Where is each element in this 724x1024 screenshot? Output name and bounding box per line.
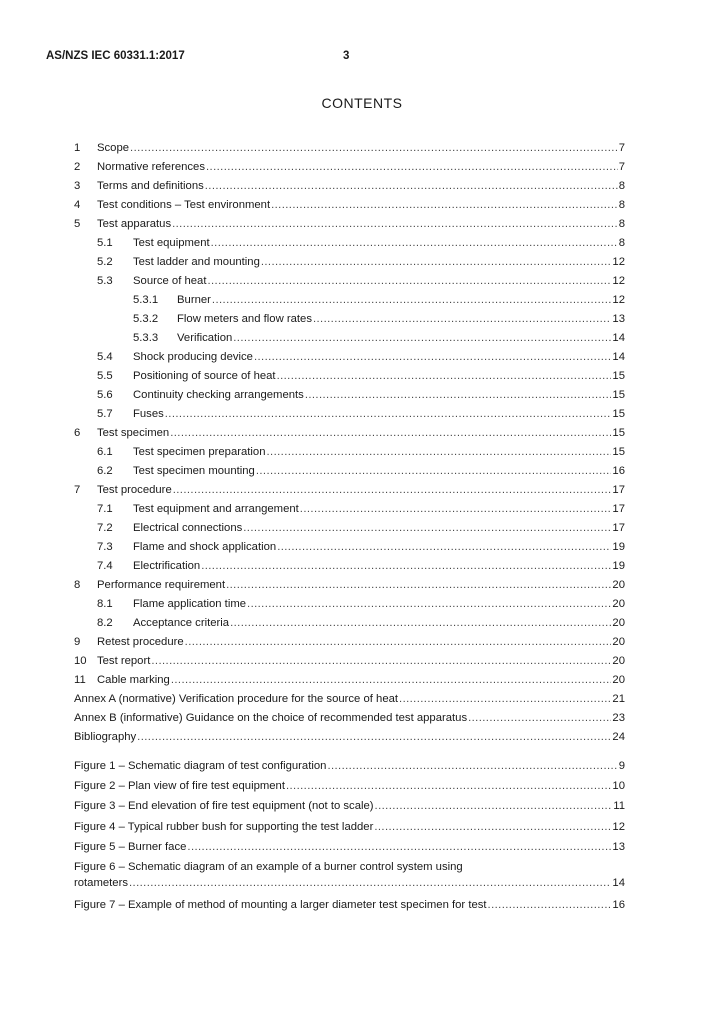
page-number: 3: [343, 50, 350, 62]
toc-entry-number: 8.1: [97, 598, 113, 610]
toc-entry[interactable]: [74, 329, 625, 348]
toc-entry-number: 5.1: [97, 237, 113, 249]
dot-leader: [206, 158, 618, 177]
toc-entry-title: Test conditions – Test environment: [97, 199, 271, 211]
dot-leader: [151, 652, 611, 671]
toc-entry-title: Test specimen: [97, 427, 170, 439]
toc-entry-page: 20: [612, 598, 625, 610]
toc-entry-title: Bibliography: [74, 731, 137, 743]
toc-entry-number: 5.3.2: [133, 313, 159, 325]
toc-entry-title: Continuity checking arrangements: [133, 389, 304, 401]
dot-leader: [130, 139, 618, 158]
toc-entry-title: Annex A (normative) Verification procedure for the source of heat: [74, 693, 399, 705]
figure-entry-title: Figure 7 – Example of method of mounting a larger diameter test specimen for test: [74, 898, 487, 911]
toc-entry-title: Cable marking: [97, 674, 170, 686]
toc-entry[interactable]: [74, 310, 625, 329]
toc-entry[interactable]: [74, 386, 625, 405]
toc-entry-number: 11: [74, 674, 86, 686]
toc-entry[interactable]: [74, 367, 625, 386]
toc-entry-page: 15: [612, 389, 625, 401]
toc-entry-page: 17: [612, 522, 625, 534]
toc-entry[interactable]: [74, 139, 625, 158]
toc-entry[interactable]: [74, 272, 625, 291]
toc-entry-title: Verification: [177, 332, 233, 344]
dot-leader: [399, 690, 611, 709]
toc-entry-number: 5.6: [97, 389, 113, 401]
figure-entry-title: Figure 5 – Burner face: [74, 840, 187, 853]
toc-entry-number: 5.3.1: [133, 294, 159, 306]
toc-entry[interactable]: [74, 709, 625, 728]
toc-entry-number: 7.4: [97, 560, 113, 572]
toc-entry-page: 17: [612, 503, 625, 515]
figure-entry-page: 10: [612, 780, 625, 793]
toc-entry-page: 19: [612, 541, 625, 553]
toc-entry-title: Retest procedure: [97, 636, 184, 648]
figure-entry[interactable]: [74, 796, 625, 816]
toc-entry-page: 8: [618, 199, 625, 211]
toc-entry-page: 20: [612, 655, 625, 667]
list-of-figures: [74, 756, 625, 915]
figure-entry-page: 9: [618, 760, 625, 772]
toc-entry-title: Burner: [177, 294, 211, 306]
dot-leader: [170, 424, 611, 443]
toc-entry-title: Shock producing device: [133, 351, 253, 363]
toc-entry-title: Test specimen mounting: [133, 465, 255, 477]
dot-leader: [173, 481, 612, 500]
toc-entry-page: 20: [612, 674, 625, 686]
dot-leader: [300, 500, 612, 519]
toc-entry[interactable]: [74, 215, 625, 234]
page-title: CONTENTS: [321, 95, 403, 111]
toc-entry-title: Test apparatus: [97, 218, 172, 230]
toc-entry-number: 6.1: [97, 446, 113, 458]
dot-leader: [271, 196, 618, 215]
figure-entry-title: Figure 6 – Schematic diagram of an example of a burner control system using: [74, 860, 463, 873]
toc-entry-number: 6.2: [97, 465, 113, 477]
toc-entry-page: 21: [612, 693, 625, 705]
dot-leader: [375, 796, 613, 816]
toc-entry-page: 15: [612, 427, 625, 439]
toc-entry[interactable]: [74, 253, 625, 272]
toc-entry-title: Flow meters and flow rates: [177, 313, 312, 325]
dot-leader: [277, 538, 611, 557]
figure-entry[interactable]: [74, 895, 625, 915]
toc-entry-page: 15: [612, 446, 625, 458]
toc-entry[interactable]: [74, 348, 625, 367]
table-of-contents: [74, 139, 625, 747]
figure-entry-title: Figure 1 – Schematic diagram of test configuration: [74, 760, 327, 772]
toc-entry[interactable]: [74, 728, 625, 747]
dot-leader: [488, 895, 612, 915]
toc-entry[interactable]: [74, 500, 625, 519]
toc-entry[interactable]: [74, 462, 625, 481]
toc-entry-number: 8: [74, 579, 81, 591]
toc-entry-title: Test report: [97, 655, 151, 667]
toc-entry-title: Test specimen preparation: [133, 446, 266, 458]
toc-entry-title: Source of heat: [133, 275, 207, 287]
toc-entry-title: Acceptance criteria: [133, 617, 230, 629]
figure-entry-title-continuation: rotameters: [74, 876, 128, 889]
toc-entry-number: 8.2: [97, 617, 113, 629]
figure-entry-page: 11: [613, 800, 625, 813]
toc-entry-page: 20: [612, 636, 625, 648]
dot-leader: [205, 177, 618, 196]
dot-leader: [172, 215, 618, 234]
toc-entry-number: 5: [74, 218, 81, 230]
toc-entry-page: 14: [612, 332, 625, 344]
toc-entry-number: 2: [74, 161, 81, 173]
toc-entry-page: 20: [612, 617, 625, 629]
toc-entry-number: 3: [74, 180, 81, 192]
toc-entry-page: 23: [612, 712, 625, 724]
toc-entry-title: Annex B (informative) Guidance on the choice of recommended test apparatus: [74, 712, 468, 724]
dot-leader: [226, 576, 611, 595]
toc-entry-page: 14: [612, 351, 625, 363]
toc-entry-page: 13: [612, 313, 625, 325]
toc-entry-title: Flame application time: [133, 598, 247, 610]
toc-entry[interactable]: [74, 196, 625, 215]
toc-entry-page: 12: [612, 294, 625, 306]
toc-entry[interactable]: [74, 158, 625, 177]
toc-entry-number: 7.1: [97, 503, 113, 515]
toc-entry-number: 7.2: [97, 522, 113, 534]
toc-entry-title: Fuses: [133, 408, 164, 420]
toc-entry[interactable]: [74, 614, 625, 633]
toc-entry-number: 5.3.3: [133, 332, 159, 344]
dot-leader: [247, 595, 611, 614]
dot-leader: [207, 272, 611, 291]
figure-entry-page: 12: [612, 820, 625, 833]
toc-entry-page: 15: [612, 370, 625, 382]
toc-entry-page: 7: [618, 142, 625, 154]
dot-leader: [313, 310, 611, 329]
toc-entry-page: 12: [612, 275, 625, 287]
toc-entry-number: 10: [74, 655, 87, 667]
figure-entry-title: Figure 2 – Plan view of fire test equipment: [74, 780, 285, 793]
toc-entry-title: Performance requirement: [97, 579, 226, 591]
toc-entry-title: Terms and definitions: [97, 180, 204, 192]
toc-entry-number: 7: [74, 484, 81, 496]
toc-entry[interactable]: [74, 481, 625, 500]
dot-leader: [212, 291, 612, 310]
dot-leader: [243, 519, 611, 538]
toc-entry[interactable]: [74, 177, 625, 196]
toc-entry-number: 5.5: [97, 370, 113, 382]
dot-leader: [261, 253, 612, 272]
toc-entry[interactable]: [74, 538, 625, 557]
toc-entry[interactable]: [74, 652, 625, 671]
toc-entry-number: 5.4: [97, 351, 113, 363]
toc-entry[interactable]: [74, 595, 625, 614]
dot-leader: [233, 329, 611, 348]
toc-entry[interactable]: [74, 234, 625, 253]
standard-code: AS/NZS IEC 60331.1:2017: [46, 50, 185, 62]
figure-entry[interactable]: [74, 857, 625, 895]
toc-entry-page: 17: [612, 484, 625, 496]
toc-entry-title: Test procedure: [97, 484, 172, 496]
toc-entry-title: Scope: [97, 142, 130, 154]
figure-entry-title: Figure 4 – Typical rubber bush for supporting the test ladder: [74, 820, 374, 833]
toc-entry-title: Normative references: [97, 161, 205, 173]
dot-leader: [137, 728, 611, 747]
dot-leader: [327, 756, 617, 776]
toc-entry[interactable]: [74, 424, 625, 443]
toc-entry-title: Test ladder and mounting: [133, 256, 260, 268]
toc-entry-number: 5.3: [97, 275, 113, 287]
figure-entry[interactable]: [74, 756, 625, 776]
figure-entry-page: 13: [612, 840, 625, 853]
figure-entry[interactable]: [74, 837, 625, 857]
toc-entry-title: Flame and shock application: [133, 541, 277, 553]
toc-entry[interactable]: [74, 671, 625, 690]
toc-entry-number: 5.7: [97, 408, 113, 420]
toc-entry[interactable]: [74, 443, 625, 462]
figure-entry[interactable]: [74, 776, 625, 796]
toc-entry[interactable]: [74, 405, 625, 424]
dot-leader: [201, 557, 611, 576]
dot-leader: [374, 817, 611, 837]
figure-entry-title: Figure 3 – End elevation of fire test equipment (not to scale): [74, 800, 374, 813]
toc-entry-number: 4: [74, 199, 81, 211]
dot-leader: [185, 633, 612, 652]
dot-leader: [211, 234, 618, 253]
toc-entry-page: 15: [612, 408, 625, 420]
toc-entry-page: 19: [612, 560, 625, 572]
dot-leader: [187, 837, 611, 857]
dot-leader: [286, 776, 611, 796]
dot-leader: [256, 462, 612, 481]
toc-entry[interactable]: [74, 690, 625, 709]
toc-entry-title: Test equipment and arrangement: [133, 503, 299, 515]
figure-entry[interactable]: [74, 817, 625, 837]
toc-entry-page: 8: [618, 218, 625, 230]
dot-leader: [305, 386, 612, 405]
toc-entry-number: 9: [74, 636, 81, 648]
toc-entry-page: 8: [618, 237, 625, 249]
toc-entry-page: 8: [618, 180, 625, 192]
toc-entry-title: Test equipment: [133, 237, 210, 249]
figure-entry-page: 14: [612, 876, 625, 889]
dot-leader: [230, 614, 611, 633]
toc-entry-title: Electrification: [133, 560, 201, 572]
toc-entry-page: 7: [618, 161, 625, 173]
toc-entry-page: 24: [612, 731, 625, 743]
dot-leader: [468, 709, 611, 728]
toc-entry[interactable]: [74, 291, 625, 310]
toc-entry-number: 7.3: [97, 541, 113, 553]
dot-leader: [129, 875, 611, 891]
toc-entry-title: Positioning of source of heat: [133, 370, 276, 382]
toc-entry[interactable]: [74, 633, 625, 652]
toc-entry[interactable]: [74, 557, 625, 576]
toc-entry-page: 12: [612, 256, 625, 268]
figure-entry-page: 16: [612, 898, 625, 911]
toc-entry-title: Electrical connections: [133, 522, 243, 534]
toc-entry[interactable]: [74, 576, 625, 595]
toc-entry-page: 16: [612, 465, 625, 477]
toc-entry-number: 5.2: [97, 256, 113, 268]
toc-entry-page: 20: [612, 579, 625, 591]
dot-leader: [277, 367, 612, 386]
dot-leader: [254, 348, 611, 367]
toc-entry-number: 6: [74, 427, 81, 439]
dot-leader: [165, 405, 612, 424]
toc-entry[interactable]: [74, 519, 625, 538]
dot-leader: [171, 671, 612, 690]
dot-leader: [267, 443, 612, 462]
toc-entry-number: 1: [74, 142, 81, 154]
